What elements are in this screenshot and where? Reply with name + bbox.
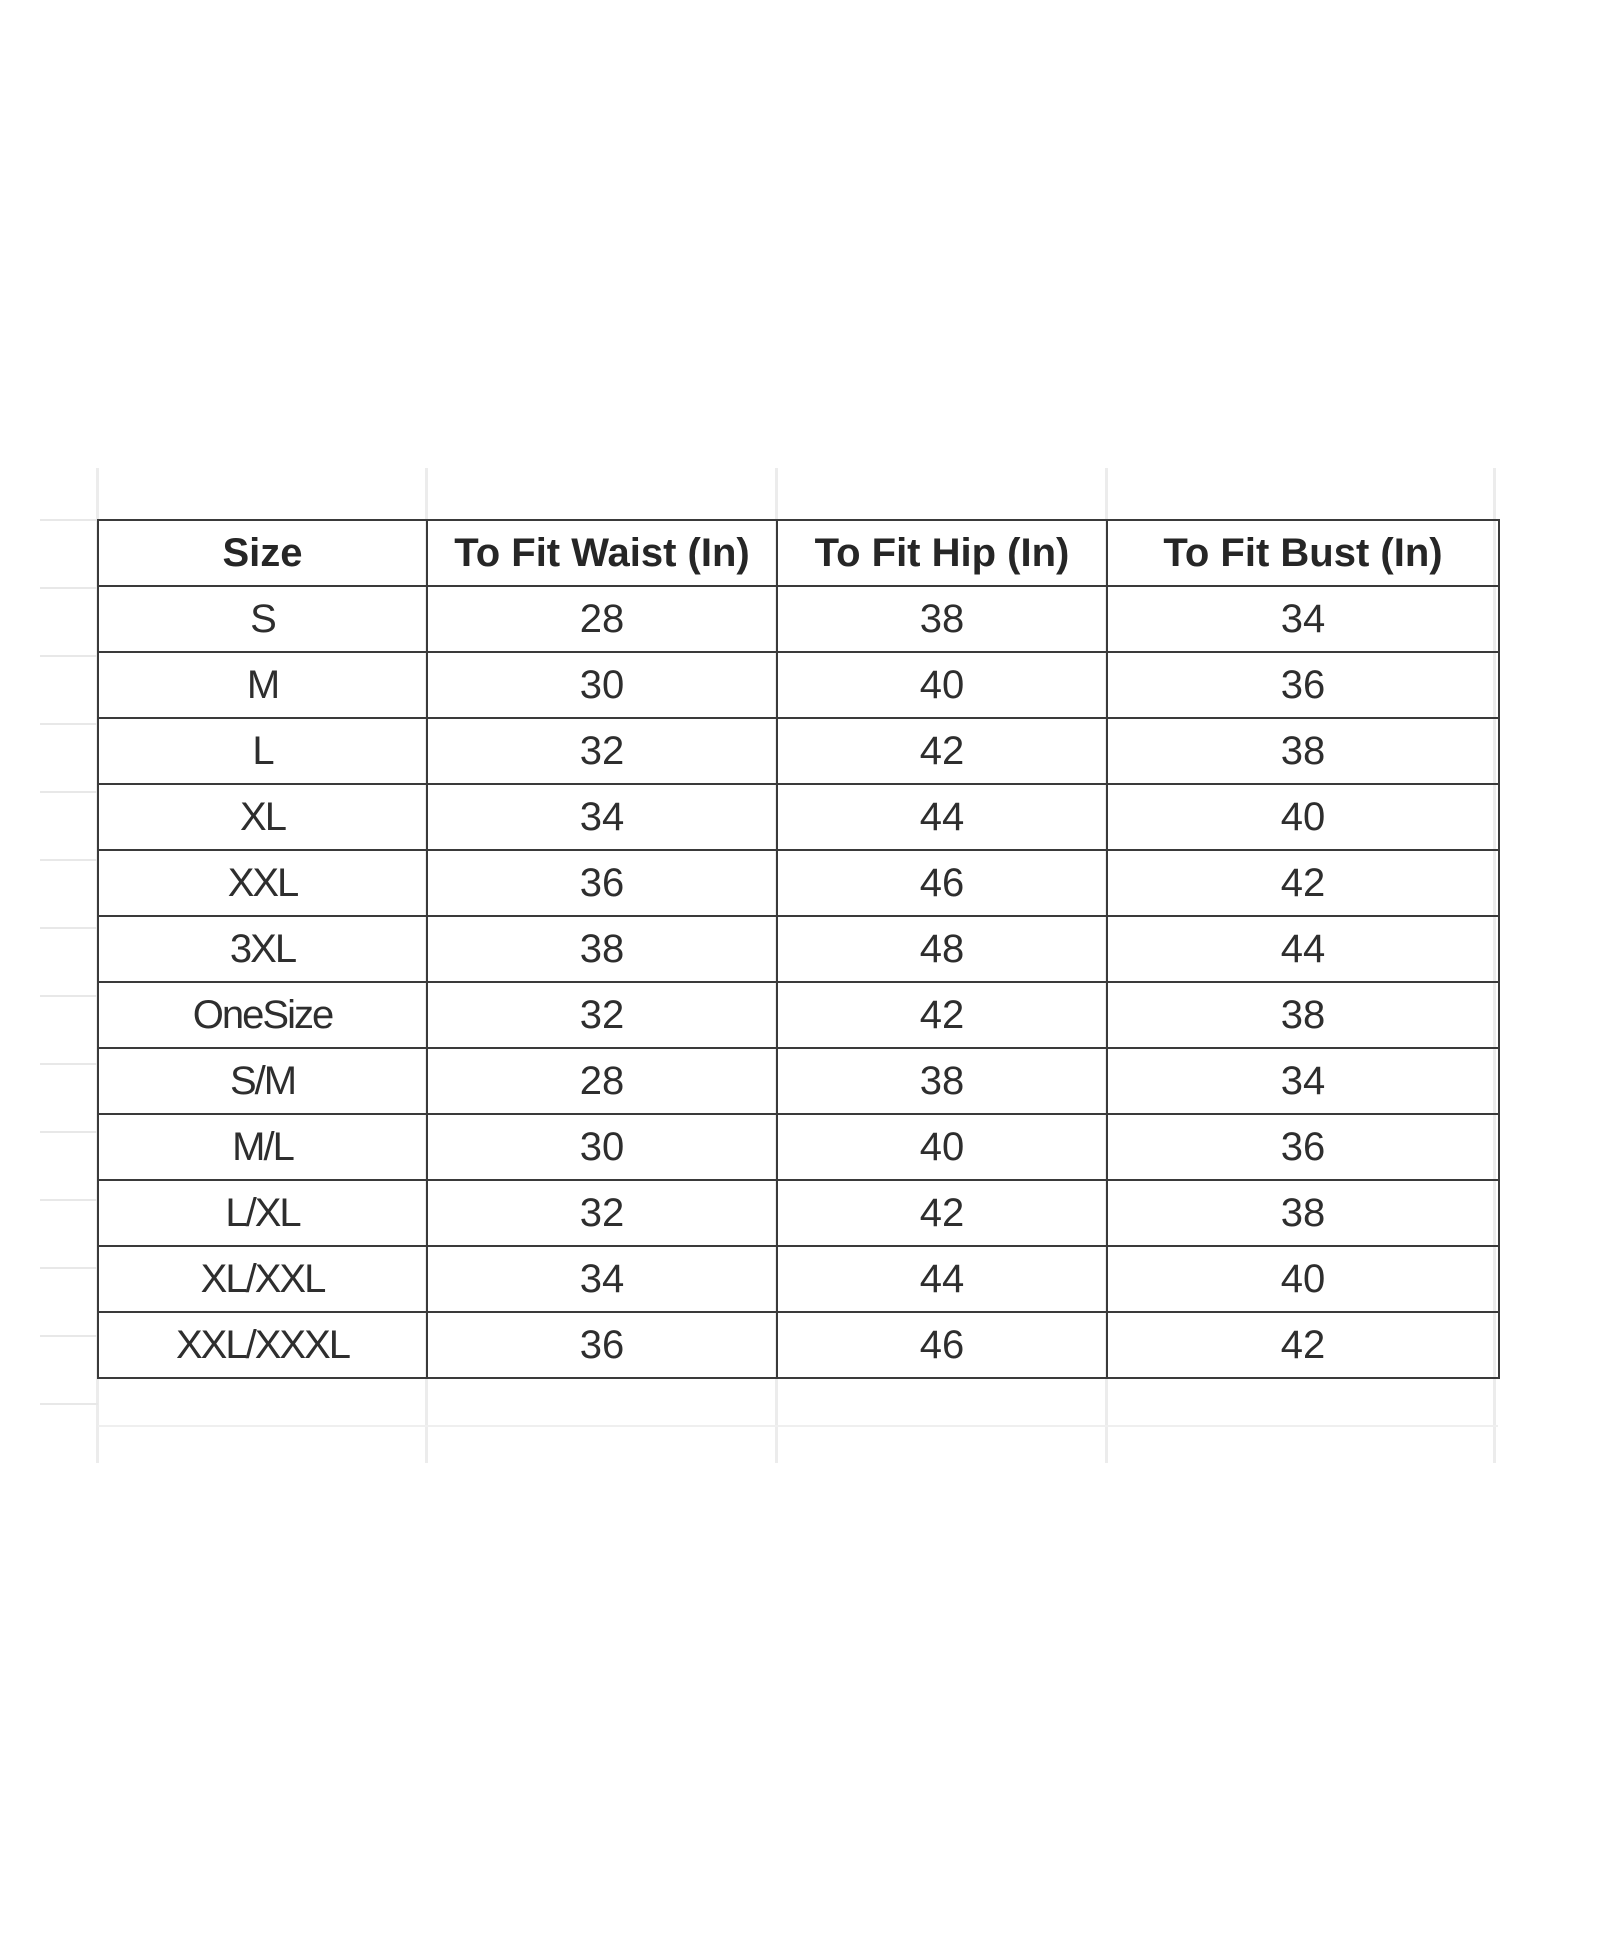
bust-cell: 36	[1107, 652, 1499, 718]
waist-cell: 38	[427, 916, 777, 982]
hip-cell: 48	[777, 916, 1107, 982]
header-bust: To Fit Bust (In)	[1107, 520, 1499, 586]
hip-cell: 40	[777, 1114, 1107, 1180]
hip-cell: 42	[777, 982, 1107, 1048]
size-cell: OneSize	[98, 982, 427, 1048]
bust-cell: 42	[1107, 1312, 1499, 1378]
sheet-gridline	[98, 1425, 1498, 1427]
waist-cell: 32	[427, 1180, 777, 1246]
waist-cell: 36	[427, 1312, 777, 1378]
size-cell: L	[98, 718, 427, 784]
sheet-gridline	[40, 519, 98, 521]
waist-cell: 34	[427, 1246, 777, 1312]
header-hip: To Fit Hip (In)	[777, 520, 1107, 586]
bust-cell: 34	[1107, 586, 1499, 652]
table-row	[98, 982, 1499, 1048]
waist-cell: 28	[427, 586, 777, 652]
table-row	[98, 850, 1499, 916]
sheet-gridline	[40, 859, 98, 861]
sheet-gridline	[40, 723, 98, 725]
bust-cell: 36	[1107, 1114, 1499, 1180]
table-row	[98, 586, 1499, 652]
table-row	[98, 916, 1499, 982]
sheet-gridline	[40, 1403, 98, 1405]
hip-cell: 44	[777, 784, 1107, 850]
table-row	[98, 718, 1499, 784]
hip-cell: 38	[777, 1048, 1107, 1114]
sheet-gridline	[40, 1267, 98, 1269]
hip-cell: 44	[777, 1246, 1107, 1312]
size-cell: XL	[98, 784, 427, 850]
size-cell: XXL	[98, 850, 427, 916]
bust-cell: 34	[1107, 1048, 1499, 1114]
hip-cell: 42	[777, 718, 1107, 784]
sheet-gridline	[40, 655, 98, 657]
bust-cell: 40	[1107, 784, 1499, 850]
table-row	[98, 1114, 1499, 1180]
size-chart-table	[97, 519, 1500, 1379]
sheet-gridline	[40, 791, 98, 793]
table-row	[98, 1048, 1499, 1114]
sheet-gridline	[40, 927, 98, 929]
header-waist: To Fit Waist (In)	[427, 520, 777, 586]
bust-cell: 44	[1107, 916, 1499, 982]
size-cell: S/M	[98, 1048, 427, 1114]
sheet-gridline	[40, 1335, 98, 1337]
bust-cell: 38	[1107, 982, 1499, 1048]
hip-cell: 38	[777, 586, 1107, 652]
sheet-gridline	[40, 1063, 98, 1065]
table-row	[98, 1246, 1499, 1312]
table-row	[98, 1312, 1499, 1378]
waist-cell: 30	[427, 652, 777, 718]
bust-cell: 38	[1107, 1180, 1499, 1246]
waist-cell: 36	[427, 850, 777, 916]
table-row	[98, 1180, 1499, 1246]
size-cell: XXL/XXXL	[98, 1312, 427, 1378]
size-cell: M	[98, 652, 427, 718]
sheet-gridline	[40, 1199, 98, 1201]
hip-cell: 46	[777, 1312, 1107, 1378]
waist-cell: 32	[427, 718, 777, 784]
waist-cell: 34	[427, 784, 777, 850]
size-cell: 3XL	[98, 916, 427, 982]
size-cell: L/XL	[98, 1180, 427, 1246]
size-cell: XL/XXL	[98, 1246, 427, 1312]
size-cell: S	[98, 586, 427, 652]
bust-cell: 38	[1107, 718, 1499, 784]
waist-cell: 30	[427, 1114, 777, 1180]
hip-cell: 46	[777, 850, 1107, 916]
sheet-gridline	[40, 1131, 98, 1133]
sheet-gridline	[40, 995, 98, 997]
waist-cell: 32	[427, 982, 777, 1048]
bust-cell: 40	[1107, 1246, 1499, 1312]
hip-cell: 42	[777, 1180, 1107, 1246]
sheet-gridline	[40, 587, 98, 589]
header-size: Size	[98, 520, 427, 586]
table-header-row	[98, 520, 1499, 586]
waist-cell: 28	[427, 1048, 777, 1114]
bust-cell: 42	[1107, 850, 1499, 916]
table-row	[98, 784, 1499, 850]
table-row	[98, 652, 1499, 718]
hip-cell: 40	[777, 652, 1107, 718]
size-cell: M/L	[98, 1114, 427, 1180]
